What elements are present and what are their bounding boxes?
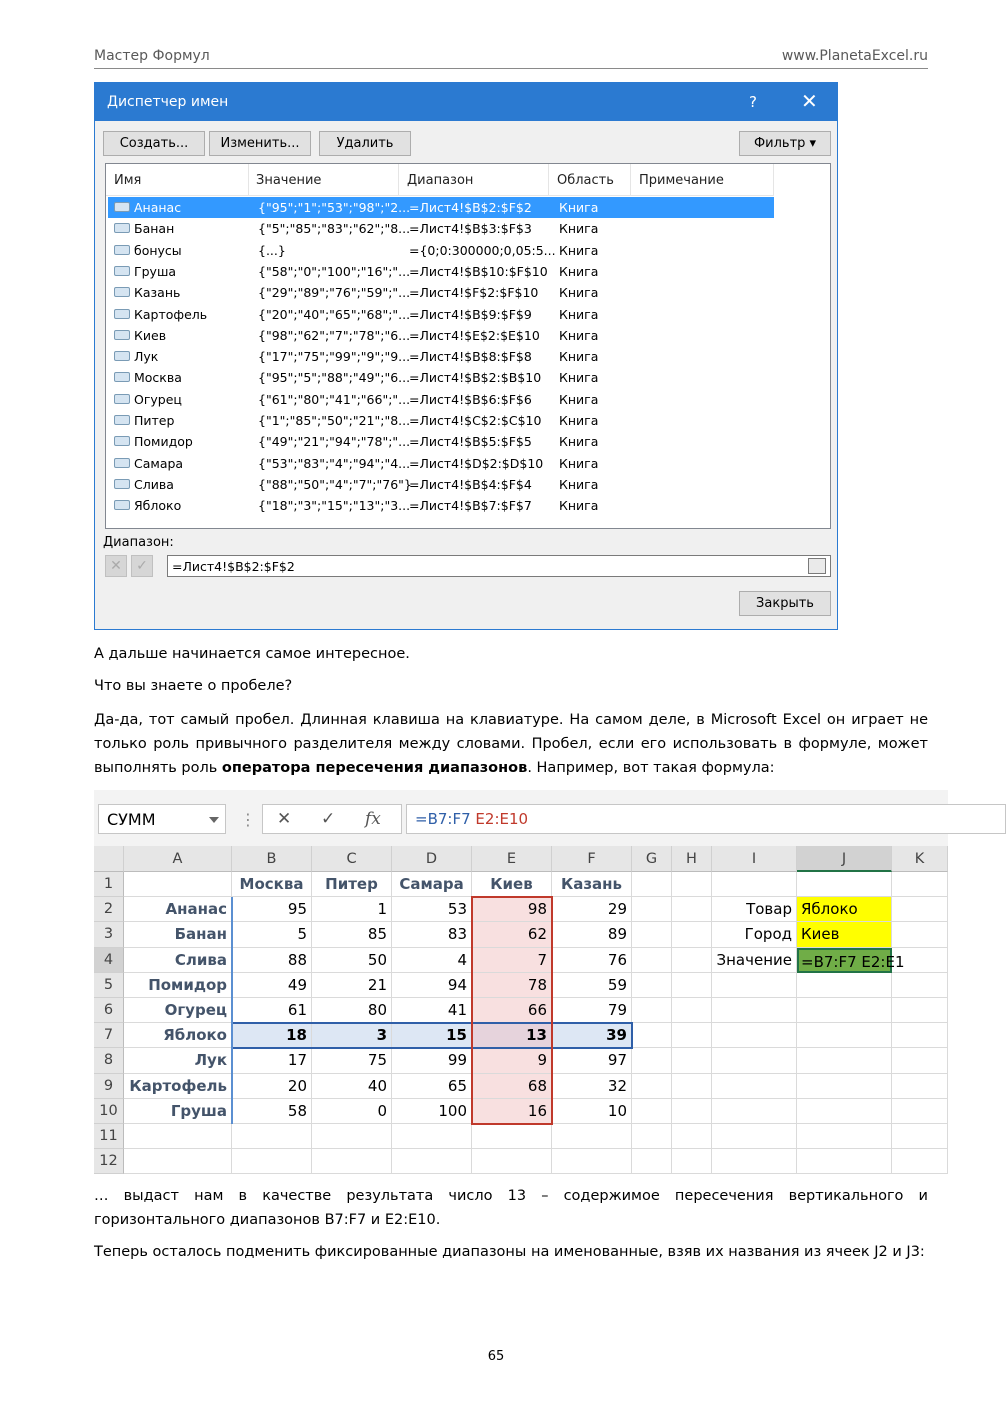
list-item[interactable] [108,495,774,516]
cell[interactable] [892,1124,948,1149]
list-cell-name: Лук [134,349,159,365]
name-icon [114,202,130,212]
list-cell-name: Слива [134,476,174,492]
list-cell-value: {"17";"75";"99";"9";"9... [258,349,411,365]
row-label-cell[interactable]: Яблоко [124,1023,232,1048]
data-cell[interactable]: 75 [312,1048,392,1073]
cell[interactable] [892,872,948,897]
cell[interactable] [232,1149,312,1174]
list-cell-value: {"1";"85";"50";"21";"8... [258,413,411,428]
data-cell[interactable]: 16 [472,1099,552,1124]
col-header-value[interactable]: Значение [256,173,322,188]
cell[interactable] [892,973,948,998]
list-cell-name: Самара [134,455,184,471]
data-cell[interactable]: 15 [392,1023,472,1048]
list-cell-value: {"88";"50";"4";"7";"76"} [258,476,412,492]
cell[interactable] [712,973,797,998]
list-item[interactable] [108,410,774,431]
list-cell-scope: Книга [559,349,599,365]
cell[interactable] [672,922,712,947]
cell[interactable] [712,1149,797,1174]
cell[interactable] [892,1149,948,1174]
cell[interactable] [632,922,672,947]
list-cell-scope: Книга [559,498,599,514]
list-cell-name: Яблоко [134,498,182,514]
item-value-cell[interactable]: Яблоко [797,897,892,922]
row-label-cell[interactable]: Ананас [124,897,232,922]
row-header-2[interactable]: 2 [94,897,124,922]
cell[interactable] [312,1149,392,1174]
list-cell-name: Москва [134,370,182,386]
data-cell[interactable]: 59 [552,973,632,998]
list-cell-value: {"53";"83";"4";"94";"4... [258,455,411,471]
worksheet-grid[interactable] [94,846,948,1170]
cell[interactable] [892,1023,948,1048]
insert-function-icon[interactable]: fx [365,809,381,829]
list-item[interactable] [108,282,774,303]
cell[interactable] [712,1048,797,1073]
dialog-title: Диспетчер имен [107,94,229,110]
list-cell-value: {"18";"3";"15";"13";"3... [258,498,411,514]
row-header-9[interactable]: 9 [94,1074,124,1099]
excel-screenshot [94,790,948,1170]
row-label-cell[interactable]: Огурец [124,998,232,1023]
row-header-1[interactable]: 1 [94,872,124,897]
list-cell-value: {"29";"89";"76";"59";"... [258,285,411,301]
cell[interactable] [672,1124,712,1149]
row-header-8[interactable]: 8 [94,1048,124,1073]
dialog-title-bar [95,83,837,121]
cell[interactable] [632,1099,672,1124]
cell[interactable] [632,973,672,998]
range-input-value: =Лист4!$B$2:$F$2 [172,559,295,574]
data-cell[interactable]: 58 [232,1099,312,1124]
cell[interactable] [797,1149,892,1174]
row-header-4[interactable]: 4 [94,948,124,973]
list-cell-scope: Книга [559,476,599,492]
range-edge-b [231,897,233,1124]
list-cell-value: {"5";"85";"83";"62";"8... [258,221,411,237]
cell[interactable] [672,1023,712,1048]
table-column-header[interactable]: Казань [552,872,632,897]
cell[interactable] [632,897,672,922]
formula-range-2: E2:E10 [475,810,529,828]
list-cell-scope: Книга [559,242,599,258]
list-cell-range: =Лист4!$B$2:$F$2 [409,200,532,215]
column-header-F[interactable]: F [552,846,632,872]
name-icon [114,330,130,340]
column-header-C[interactable]: C [312,846,392,872]
name-icon [114,372,130,382]
column-header-I[interactable]: I [712,846,797,872]
data-cell[interactable]: 50 [312,948,392,973]
column-header-B[interactable]: B [232,846,312,872]
data-cell[interactable]: 95 [232,897,312,922]
data-cell[interactable]: 20 [232,1074,312,1099]
list-cell-scope: Книга [559,200,599,215]
column-header-A[interactable]: A [124,846,232,872]
formula-range-1: =B7:F7 [415,810,471,828]
cell[interactable] [672,973,712,998]
data-cell[interactable]: 100 [392,1099,472,1124]
list-item[interactable] [108,218,774,239]
name-icon [114,458,130,468]
paragraph-5: Теперь осталось подменить фиксированные диапазоны на именованные, взяв их названия из ячеек J2 и J3: [94,1244,925,1260]
list-item[interactable] [108,389,774,410]
list-cell-value: {"58";"0";"100";"16";"... [258,263,411,279]
data-cell[interactable]: 97 [552,1048,632,1073]
range-label: Диапазон: [103,535,174,550]
data-cell[interactable]: 41 [392,998,472,1023]
data-cell[interactable]: 9 [472,1048,552,1073]
cell[interactable] [672,1074,712,1099]
paragraph-3-start: Да-да, тот самый пробел. Длинная клавиша на клавиатуре. На самом деле, в Microsoft Excel он играет не только роль привычного разделителя между словами. Пробел, если его использовать в формуле, может выполнять роль [94,712,928,776]
row-label-cell[interactable]: Картофель [124,1074,232,1099]
data-cell[interactable]: 79 [552,998,632,1023]
list-cell-range: =Лист4!$B$5:$F$5 [409,434,532,450]
cell[interactable] [797,1124,892,1149]
cell[interactable] [312,1124,392,1149]
select-all-corner[interactable] [94,846,124,872]
column-header-H[interactable]: H [672,846,712,872]
running-header-title: Мастер Формул [94,48,210,64]
paragraph-3-bold: оператора пересечения диапазонов [221,760,528,776]
cell[interactable] [892,1074,948,1099]
name-icon [114,415,130,425]
cell[interactable] [892,998,948,1023]
list-cell-range: =Лист4!$F$2:$F$10 [409,285,539,301]
delete-button[interactable]: Удалить [319,131,411,156]
data-cell[interactable]: 80 [312,998,392,1023]
name-icon [114,309,130,319]
data-cell[interactable]: 53 [392,897,472,922]
column-header-D[interactable]: D [392,846,472,872]
cell[interactable] [712,1023,797,1048]
list-cell-value: {...} [258,242,286,258]
row-header-5[interactable]: 5 [94,973,124,998]
list-cell-name: Картофель [134,306,208,322]
cell[interactable] [232,1124,312,1149]
data-cell[interactable]: 39 [552,1023,632,1048]
name-icon [114,266,130,276]
cell[interactable] [712,1074,797,1099]
row-header-12[interactable]: 12 [94,1149,124,1174]
data-cell[interactable]: 83 [392,922,472,947]
list-cell-name: Питер [134,413,175,428]
row-label-cell[interactable]: Груша [124,1099,232,1124]
city-value-cell[interactable]: Киев [797,922,892,947]
data-cell[interactable]: 29 [552,897,632,922]
column-header-G[interactable]: G [632,846,672,872]
data-cell[interactable]: 98 [472,897,552,922]
cell[interactable] [797,1074,892,1099]
cell[interactable] [672,948,712,973]
data-cell[interactable]: 1 [312,897,392,922]
paragraph-4: … выдаст нам в качестве результата число 13 – содержимое пересечения вертикального и горизонтального диапазонов B7:F7 и E2:E10. [94,1188,928,1228]
list-item[interactable] [108,431,774,452]
list-item[interactable] [108,346,774,367]
col-header-scope[interactable]: Область [557,173,614,188]
paragraph-1: А дальше начинается самое интересное. [94,646,410,662]
enter-formula-icon[interactable]: ✓ [321,809,336,829]
create-button[interactable]: Создать... [103,131,205,156]
cell[interactable] [124,1124,232,1149]
collapse-dialog-icon[interactable] [808,558,826,574]
data-cell[interactable]: 65 [392,1074,472,1099]
list-cell-scope: Книга [559,221,599,237]
cell[interactable] [797,1048,892,1073]
value-label[interactable]: Значение [712,948,797,973]
list-cell-name: Киев [134,327,167,343]
cell[interactable] [632,1149,672,1174]
name-icon [114,245,130,255]
list-cell-range: =Лист4!$B$2:$B$10 [409,370,542,386]
table-column-header[interactable]: Москва [232,872,312,897]
cancel-edit-icon: ✕ [105,555,127,577]
cell[interactable] [797,998,892,1023]
cell[interactable] [392,1149,472,1174]
cell[interactable] [712,872,797,897]
list-cell-name: Казань [134,285,181,301]
row-header-10[interactable]: 10 [94,1099,124,1124]
cell[interactable] [892,1099,948,1124]
list-cell-scope: Книга [559,370,599,386]
list-item[interactable] [108,304,774,325]
column-header-K[interactable]: K [892,846,948,872]
col-header-range[interactable]: Диапазон [407,173,474,188]
list-cell-name: бонусы [134,242,182,258]
data-cell[interactable]: 76 [552,948,632,973]
data-cell[interactable]: 0 [312,1099,392,1124]
range-input[interactable] [167,555,831,577]
name-icon [114,500,130,510]
col-header-name[interactable]: Имя [114,173,142,188]
active-formula-cell[interactable]: =B7:F7 E2:E1 [797,948,892,973]
list-item[interactable] [108,240,774,261]
data-cell[interactable]: 85 [312,922,392,947]
help-icon[interactable]: ? [749,93,757,111]
list-cell-range: =Лист4!$C$2:$C$10 [409,413,542,428]
list-cell-value: {"20";"40";"65";"68";"... [258,306,411,322]
cell[interactable] [552,1124,632,1149]
name-icon [114,223,130,233]
data-cell[interactable]: 17 [232,1048,312,1073]
cell[interactable] [712,1099,797,1124]
data-cell[interactable]: 49 [232,973,312,998]
col-header-comment[interactable]: Примечание [639,173,724,188]
name-icon [114,351,130,361]
name-icon [114,479,130,489]
cancel-formula-icon[interactable]: ✕ [277,809,292,829]
cell[interactable] [797,1099,892,1124]
name-icon [114,436,130,446]
paragraph-3-end: . Например, вот такая формула: [527,760,775,776]
cell[interactable] [632,1124,672,1149]
list-cell-scope: Книга [559,391,599,407]
cell[interactable] [797,973,892,998]
cell[interactable] [632,872,672,897]
data-cell[interactable]: 3 [312,1023,392,1048]
list-cell-value: {"49";"21";"94";"78";"... [258,434,411,450]
cell[interactable] [712,998,797,1023]
cell[interactable] [392,1124,472,1149]
data-cell[interactable]: 7 [472,948,552,973]
list-cell-range: =Лист4!$B$10:$F$10 [409,263,548,279]
list-cell-name: Помидор [134,434,193,450]
name-box[interactable] [98,804,226,834]
cell[interactable] [797,872,892,897]
data-cell[interactable]: 62 [472,922,552,947]
list-cell-range: =Лист4!$E$2:$E$10 [409,327,540,343]
list-cell-range: =Лист4!$B$7:$F$7 [409,498,532,514]
row-label-cell[interactable]: Лук [124,1048,232,1073]
cell[interactable] [552,1149,632,1174]
list-cell-range: ={0;0:300000;0,05:5... [409,242,556,258]
list-item[interactable] [108,453,774,474]
cell[interactable] [672,872,712,897]
table-column-header[interactable]: Питер [312,872,392,897]
page-number: 65 [487,1349,505,1364]
table-column-header[interactable]: Киев [472,872,552,897]
list-cell-range: =Лист4!$B$8:$F$8 [409,349,532,365]
grip-icon: ⋮ [240,810,256,829]
cell[interactable] [472,1149,552,1174]
list-cell-name: Огурец [134,391,182,407]
list-item[interactable] [108,325,774,346]
confirm-edit-icon: ✓ [131,555,153,577]
cell[interactable] [672,998,712,1023]
list-cell-name: Груша [134,263,177,279]
data-cell[interactable]: 5 [232,922,312,947]
cell[interactable] [632,998,672,1023]
data-cell[interactable]: 94 [392,973,472,998]
row-label-cell[interactable]: Банан [124,922,232,947]
paragraph-2: Что вы знаете о пробеле? [94,678,293,694]
row-label-cell[interactable]: Слива [124,948,232,973]
data-cell[interactable]: 13 [472,1023,552,1048]
cell[interactable] [124,1149,232,1174]
row-header-3[interactable]: 3 [94,922,124,947]
list-item[interactable] [108,197,774,218]
cell[interactable] [892,922,948,947]
list-cell-name: Ананас [134,200,182,215]
header-rule [94,68,928,69]
running-header-site: www.PlanetaExcel.ru [781,48,928,64]
cell[interactable] [892,897,948,922]
row-label-cell[interactable]: Помидор [124,973,232,998]
cell[interactable] [672,1149,712,1174]
list-item[interactable] [108,261,774,282]
list-header [106,164,774,196]
cell[interactable] [632,1074,672,1099]
data-cell[interactable]: 4 [392,948,472,973]
cell[interactable] [672,1048,712,1073]
data-cell[interactable]: 61 [232,998,312,1023]
item-label[interactable]: Товар [712,897,797,922]
list-cell-value: {"95";"5";"88";"49";"6... [258,370,411,386]
list-cell-name: Банан [134,221,175,237]
city-label[interactable]: Город [712,922,797,947]
cell[interactable] [672,1099,712,1124]
column-header-E[interactable]: E [472,846,552,872]
list-cell-range: =Лист4!$B$6:$F$6 [409,391,532,407]
list-item[interactable] [108,474,774,495]
list-cell-scope: Книга [559,327,599,343]
edit-button[interactable]: Изменить... [209,131,311,156]
data-cell[interactable]: 66 [472,998,552,1023]
name-box-value: СУММ [107,810,156,829]
cell[interactable] [712,1124,797,1149]
data-cell[interactable]: 99 [392,1048,472,1073]
list-cell-value: {"95";"1";"53";"98";"2... [258,200,411,215]
row-header-7[interactable]: 7 [94,1023,124,1048]
formula-bar[interactable] [406,804,1006,834]
data-cell[interactable]: 68 [472,1074,552,1099]
list-cell-range: =Лист4!$B$4:$F$4 [409,476,532,492]
data-cell[interactable]: 78 [472,973,552,998]
row-header-11[interactable]: 11 [94,1124,124,1149]
name-icon [114,394,130,404]
cell[interactable] [672,897,712,922]
data-cell[interactable]: 40 [312,1074,392,1099]
name-icon [114,287,130,297]
cell[interactable] [797,1023,892,1048]
list-cell-range: =Лист4!$B$3:$F$3 [409,221,532,237]
cell[interactable] [472,1124,552,1149]
data-cell[interactable]: 21 [312,973,392,998]
table-column-header[interactable]: Самара [392,872,472,897]
list-cell-scope: Книга [559,434,599,450]
cell[interactable] [632,1048,672,1073]
list-cell-value: {"61";"80";"41";"66";"... [258,391,411,407]
data-cell[interactable]: 10 [552,1099,632,1124]
list-item[interactable] [108,367,774,388]
filter-button[interactable]: Фильтр ▾ [739,131,831,156]
list-cell-range: =Лист4!$D$2:$D$10 [409,455,544,471]
names-list[interactable] [105,163,831,529]
column-header-J[interactable]: J [797,846,892,872]
row-header-6[interactable]: 6 [94,998,124,1023]
list-cell-scope: Книга [559,306,599,322]
data-cell[interactable]: 32 [552,1074,632,1099]
list-cell-scope: Книга [559,263,599,279]
name-manager-dialog [94,82,838,630]
list-cell-range: =Лист4!$B$9:$F$9 [409,306,532,322]
data-cell[interactable]: 89 [552,922,632,947]
list-cell-value: {"98";"62";"7";"78";"6... [258,327,411,343]
data-cell[interactable]: 18 [232,1023,312,1048]
dropdown-arrow-icon[interactable] [209,817,219,823]
cell[interactable] [124,872,232,897]
list-cell-scope: Книга [559,285,599,301]
close-button[interactable]: Закрыть [739,591,831,616]
cell[interactable] [632,948,672,973]
formula-buttons [262,804,402,834]
cell[interactable] [892,1048,948,1073]
cell[interactable] [632,1023,672,1048]
list-cell-scope: Книга [559,455,599,471]
data-cell[interactable]: 88 [232,948,312,973]
paragraph-3 [94,708,928,780]
list-cell-scope: Книга [559,413,599,428]
close-icon[interactable]: ✕ [801,89,818,113]
